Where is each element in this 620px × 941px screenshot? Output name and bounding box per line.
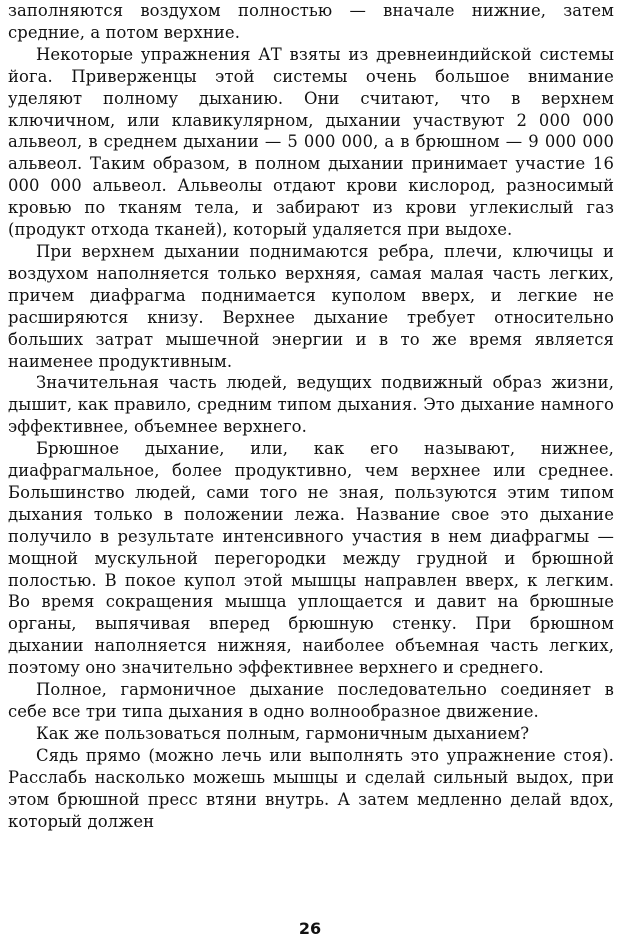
paragraph: Значительная часть людей, ведущих подвижный образ жизни, дышит, как правило, средним типом дыхания. Это дыхание намного эффективнее, объемнее верхнего. (8, 373, 614, 437)
paragraph: Некоторые упражнения АТ взяты из древнеиндийской системы йога. Приверженцы этой системы очень большое внимание уделяют полному дыханию. Они считают, что в верхнем ключичном, или клавикулярном, дыхании участвуют 2 000 000 альвеол, в среднем дыхании — 5 000 000, а в брюшном — 9 000 000 альвеол. Таким образом, в полном дыхании принимает участие 16 000 000 альвеол. Альвеолы отдают крови кислород, разносимый кровью по тканям тела, и забирают из крови углекислый газ (продукт отхода тканей), который удаляется при выдохе. (8, 44, 614, 240)
page-number: 26 (298, 919, 322, 938)
body-text (8, 0, 614, 832)
paragraph: заполняются воздухом полностью — вначале нижние, затем средние, а потом верхние. (8, 1, 614, 42)
paragraph: При верхнем дыхании поднимаются ребра, плечи, ключицы и воздухом наполняется только верхняя, самая малая часть легких, причем диафрагма поднимается куполом вверх, и легкие не расширяются книзу. Верхнее дыхание требует относительно больших затрат мышечной энергии и в то же время является наименее продуктивным. (8, 241, 614, 371)
paragraph: Как же пользоваться полным, гармоничным дыханием? (36, 723, 530, 743)
paragraph: Брюшное дыхание, или, как его называют, нижнее, диафрагмальное, более продуктивно, чем верхнее или среднее. Большинство людей, сами того не зная, пользуются этим типом дыхания только в положении лежа. Название свое это дыхание получило в результате интенсивного участия в нем диафрагмы — мощной мускульной перегородки между грудной и брюшной полостью. В покое купол этой мышцы направлен вверх, к легким. Во время сокращения мышца уплощается и давит на брюшные органы, выпячивая вперед брюшную стенку. При брюшном дыхании наполняется нижняя, наиболее объемная часть легких, поэтому оно значительно эффективнее верхнего и среднего. (8, 439, 614, 678)
paragraph: Полное, гармоничное дыхание последовательно соединяет в себе все три типа дыхания в одно волнообразное движение. (8, 680, 614, 721)
paragraph: Сядь прямо (можно лечь или выполнять это упражнение стоя). Расслабь насколько можешь мышцы и сделай сильный выдох, при этом брюшной пресс втяни внутрь. А затем медленно делай вдох, который должен (8, 745, 614, 831)
